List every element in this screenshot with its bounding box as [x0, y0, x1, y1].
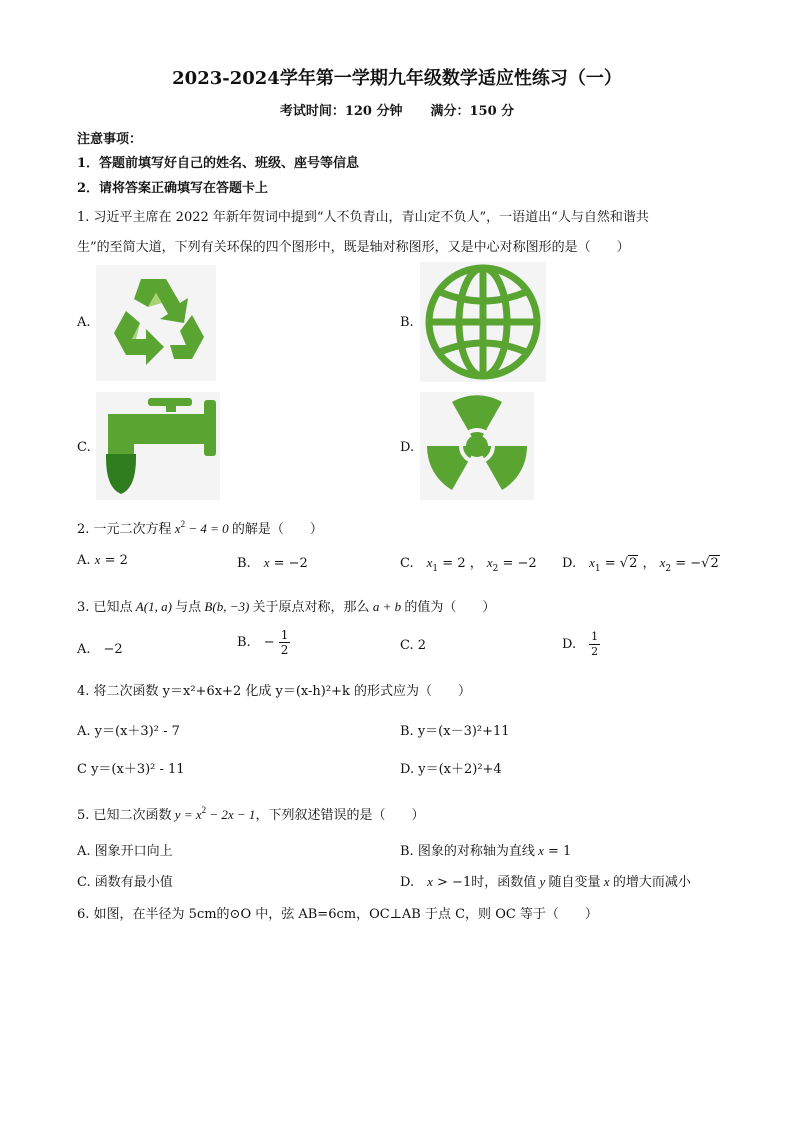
- q3-option-b: B. − $\frac{1}{2}$: [237, 628, 289, 657]
- q4-option-d: D. y＝(x＋2)²+4: [400, 762, 502, 777]
- page-title: 2023-2024学年第一学期九年级数学适应性练习（一）: [172, 68, 622, 89]
- notice-item-1: 1．答题前填写好自己的姓名、班级、座号等信息: [77, 156, 360, 171]
- exam-info: [0, 100, 794, 119]
- q3-option-d: D. $\frac{1}{2}$: [562, 630, 599, 658]
- faucet-icon: [96, 392, 220, 500]
- q4-option-c: C y＝(x＋3)² - 11: [77, 762, 185, 777]
- q4-stem: 4. 将二次函数 y＝x²+6x+2 化成 y＝(x-h)²+k 的形式应为（ ）: [77, 684, 471, 699]
- q2-stem-post: 的解是（ ）: [231, 522, 323, 537]
- q2-stem-pre: 2. 一元二次方程: [77, 522, 172, 537]
- q4-option-b: B. y＝(x－3)²+11: [400, 724, 510, 739]
- q2-option-b: B. x = −2: [237, 555, 308, 571]
- q5-stem: 5. 已知二次函数 $y = x^2 - 2x - 1$，下列叙述错误的是（ ）: [77, 805, 425, 823]
- q1-option-c-label: C.: [77, 440, 91, 455]
- notice-heading: 注意事项：: [77, 132, 143, 147]
- q3-option-c: C. 2: [400, 638, 427, 653]
- q2-option-c: C. $x_1 = 2$ ， $x_2 = -2$: [400, 555, 537, 574]
- q1-option-a-label: A.: [77, 315, 91, 330]
- q2-stem: [77, 518, 323, 537]
- q2-equation: $x^2 - 4 = 0$: [171, 519, 232, 536]
- q5-option-b: B. 图象的对称轴为直线 x = 1: [400, 843, 572, 859]
- notice-item-2: 2．请将答案正确填写在答题卡上: [77, 181, 269, 196]
- q2-option-a: A. x = 2: [77, 552, 128, 568]
- globe-icon: [420, 262, 546, 382]
- q5-option-c: C. 函数有最小值: [77, 875, 173, 890]
- q1-stem-line1: 1. 习近平主席在 2022 年新年贺词中提到“人不负青山，青山定不负人”，一语道出“人与自然和谐共: [77, 210, 649, 225]
- q5-option-d: D. x > −1时，函数值 y 随自变量 x 的增大而减小: [400, 874, 691, 890]
- radiation-icon: [420, 392, 534, 500]
- q1-stem-line2: 生”的至简大道，下列有关环保的四个图形中，既是轴对称图形，又是中心对称图形的是（ ）: [77, 240, 630, 255]
- q1-option-b-label: B.: [400, 315, 414, 330]
- q6-stem: 6. 如图，在半径为 5cm的⊙O 中，弦 AB=6cm，OC⊥AB 于点 C，则 OC 等于（ ）: [77, 907, 598, 922]
- full-score: 满分：150 分: [430, 104, 515, 119]
- q5-option-a: A. 图象开口向上: [77, 844, 173, 859]
- recycle-icon: [96, 265, 216, 381]
- q4-option-a: A. y＝(x＋3)² - 7: [77, 724, 180, 739]
- q2-option-d: D. $x_1 = √2$ ， $x_2 = -√2$: [562, 555, 719, 574]
- q3-stem: 3. 已知点 A(1, a) 与点 B(b, −3) 关于原点对称，那么 a + b 的值为（ ）: [77, 599, 496, 615]
- q3-option-a: A. −2: [77, 642, 123, 657]
- q1-option-d-label: D.: [400, 440, 415, 455]
- exam-time: 考试时间：120 分钟: [279, 104, 403, 119]
